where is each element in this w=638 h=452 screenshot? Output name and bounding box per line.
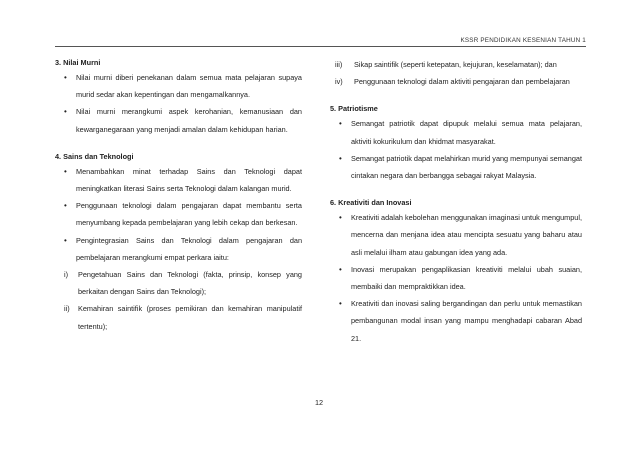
- sub-item: [330, 56, 582, 73]
- bullet-item: • Semangat patriotik dapat dipupuk melalui semua mata pelajaran, aktiviti kokurikulum dan khidmat masyarakat.: [330, 115, 582, 149]
- bullet-item: • Semangat patriotik dapat melahirkan murid yang mempunyai semangat cintakan negara dan berbangga sebagai rakyat Malaysia.: [330, 150, 582, 184]
- bullet-item: • Menambahkan minat terhadap Sains dan Teknologi dapat meningkatkan literasi Sains serta Teknologi dalam kalangan murid.: [55, 163, 302, 197]
- page-number: 12: [314, 398, 324, 407]
- sub-item: [330, 73, 582, 90]
- sub-item: [55, 300, 302, 334]
- section-sains-teknologi: [55, 150, 302, 335]
- sub-item-marker: iii): [335, 60, 343, 69]
- bullet-item: • Nilai murni diberi penekanan dalam semua mata pelajaran supaya murid sedar akan kepentingan dan mengamalkannya.: [55, 69, 302, 103]
- bullet-list: [55, 163, 302, 266]
- section-sains-teknologi-continued: [330, 56, 582, 90]
- sub-item: [55, 266, 302, 300]
- section-kreativiti-inovasi: [330, 196, 582, 347]
- sub-item-text: Pengetahuan Sains dan Teknologi (fakta, prinsip, konsep yang berkaitan dengan Sains dan Teknologi);: [78, 270, 302, 297]
- section-patriotisme: [330, 102, 582, 184]
- bullet-list: [55, 69, 302, 138]
- section-heading: 3. Nilai Murni: [55, 58, 101, 67]
- section-heading: 4. Sains dan Teknologi: [55, 151, 134, 161]
- right-column: [330, 56, 582, 347]
- section-nilai-murni: [55, 56, 302, 138]
- header-rule: [55, 46, 586, 47]
- left-column: [55, 56, 302, 335]
- sub-item-marker: ii): [64, 304, 70, 314]
- bullet-item: • Pengintegrasian Sains dan Teknologi dalam pengajaran dan pembelajaran merangkumi empat perkara iaitu:: [55, 232, 302, 266]
- bullet-item: • Kreativiti dan inovasi saling bergandingan dan perlu untuk memastikan pembangunan modal insan yang mampu menghadapi cabaran Abad 21.: [330, 295, 582, 347]
- section-heading: 5. Patriotisme: [330, 104, 378, 114]
- sub-item-text: Penggunaan teknologi dalam aktiviti pengajaran dan pembelajaran: [354, 77, 570, 87]
- sub-item-marker: i): [64, 270, 69, 280]
- bullet-item: • Nilai murni merangkumi aspek kerohanian, kemanusiaan dan kewarganegaraan yang menjadi amalan dalam kehidupan harian.: [55, 103, 302, 137]
- bullet-item: • Penggunaan teknologi dalam pengajaran dapat membantu serta menyumbang kepada pembelajaran yang lebih cekap dan berkesan.: [55, 197, 302, 231]
- bullet-item: • Kreativiti adalah kebolehan menggunakan imaginasi untuk mengumpul, mencerna dan menjana idea atau mencipta sesuatu yang baharu atau asli melalui ilham atau gabungan idea yang ada.: [330, 209, 582, 261]
- bullet-item: • Inovasi merupakan pengaplikasian kreativiti melalui ubah suaian, membaiki dan mempraktikkan idea.: [330, 261, 582, 295]
- sub-item-marker: iv): [335, 77, 343, 87]
- bullet-list: [330, 115, 582, 184]
- sub-item-text: Sikap saintifik (seperti ketepatan, kejujuran, keselamatan); dan: [354, 60, 557, 69]
- sub-item-text: Kemahiran saintifik (proses pemikiran dan kemahiran manipulatif tertentu);: [78, 304, 302, 331]
- section-heading: 6. Kreativiti dan Inovasi: [330, 198, 412, 208]
- bullet-list: [330, 209, 582, 347]
- running-header: KSSR PENDIDIKAN KESENIAN TAHUN 1: [460, 37, 586, 44]
